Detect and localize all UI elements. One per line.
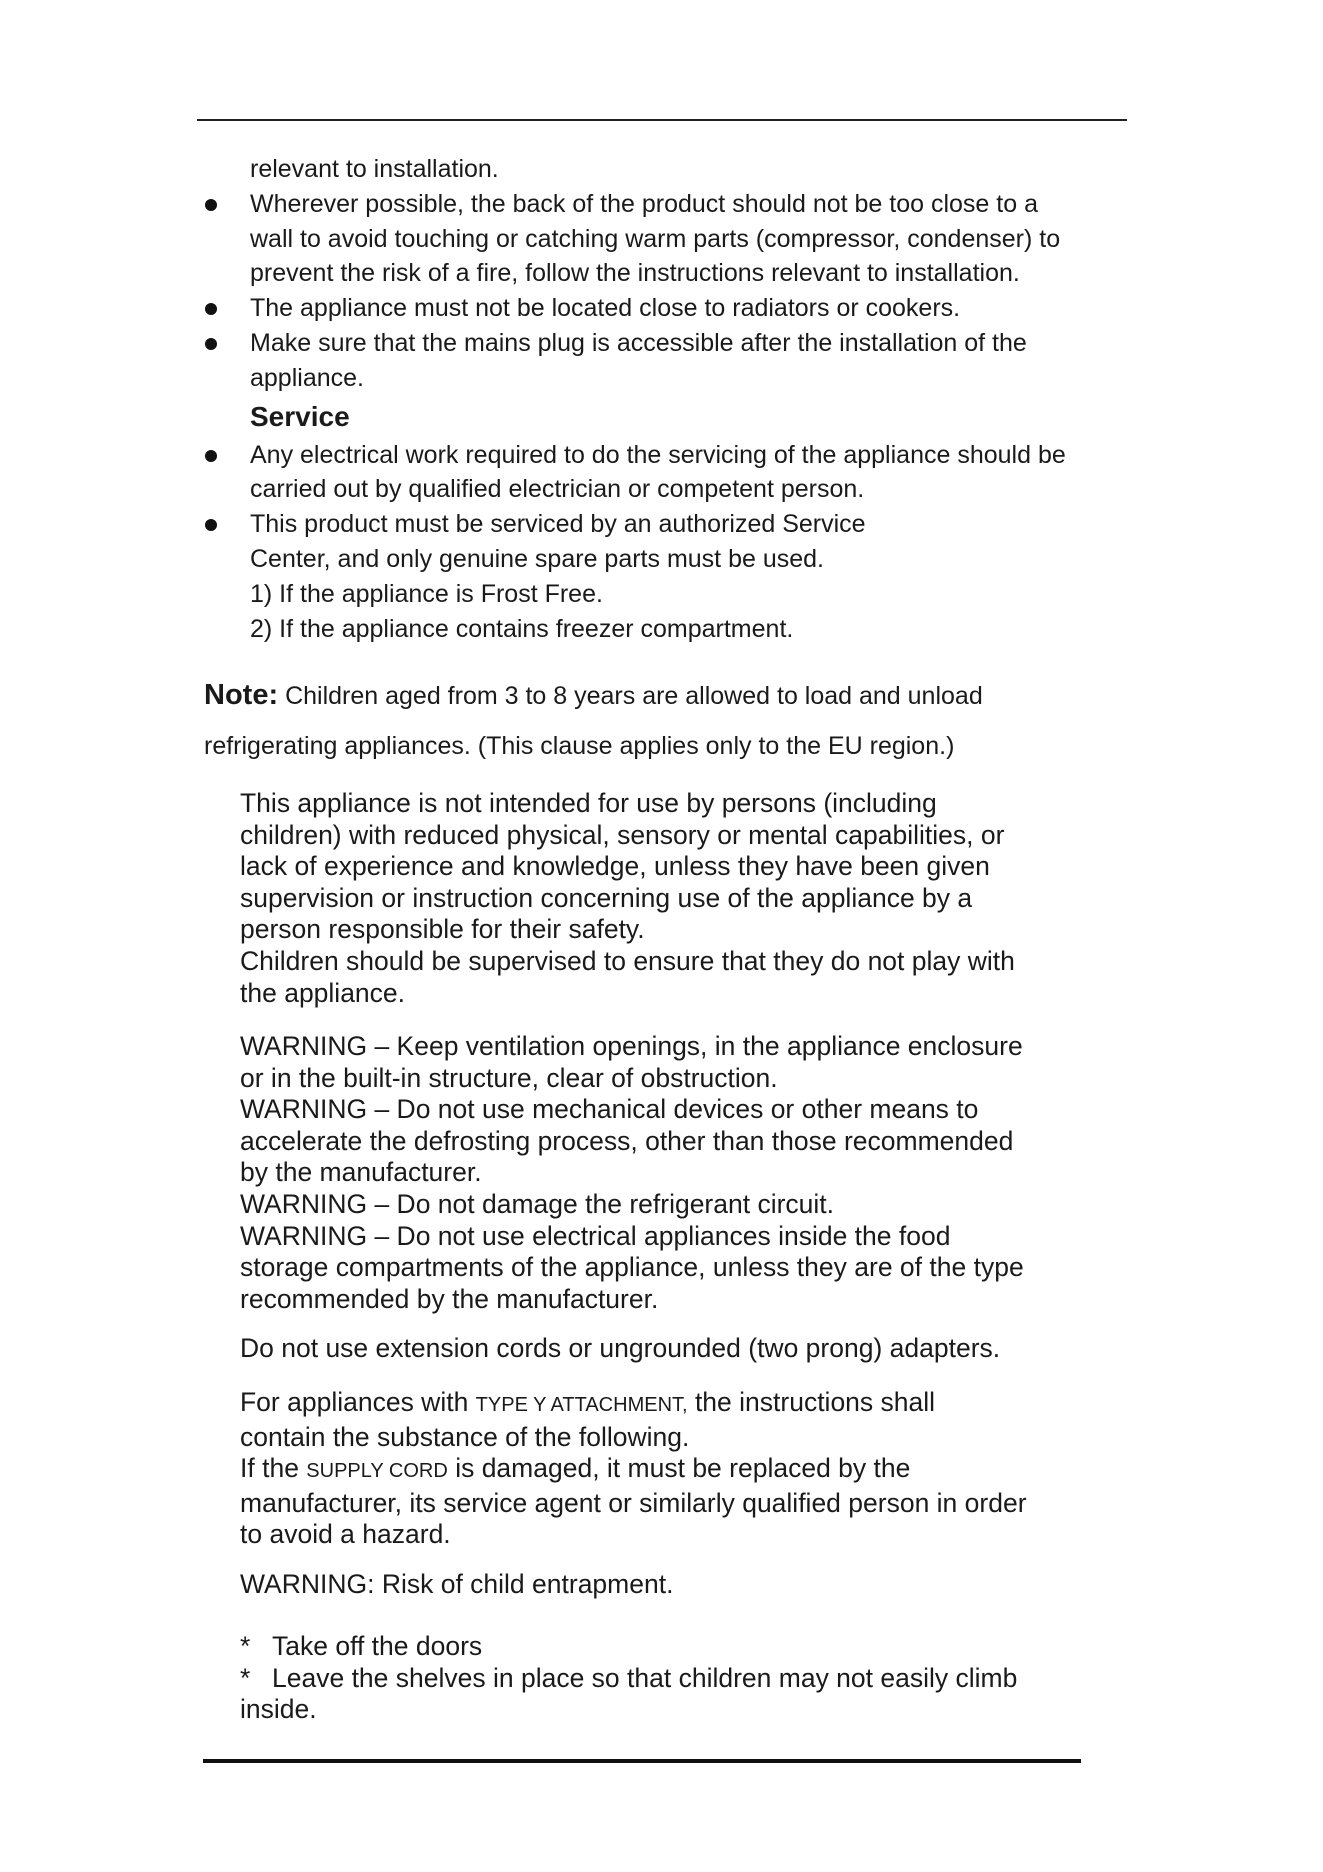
paragraph-line: Children should be supervised to ensure that they do not play with — [240, 945, 1015, 976]
paragraph-text: If the — [240, 1453, 307, 1484]
paragraph-line: WARNING – Keep ventilation openings, in the appliance enclosure — [240, 1031, 1023, 1061]
type-y-paragraph — [240, 1387, 1140, 1551]
note-text: Children aged from 3 to 8 years are allowed to load and unload — [285, 682, 983, 710]
paragraph-line: storage compartments of the appliance, unless they are of the type — [240, 1252, 1024, 1283]
intro-tail: relevant to installation. — [250, 155, 499, 183]
note-label: Note: — [204, 679, 279, 711]
note-text: refrigerating appliances. (This clause applies only to the EU region.) — [204, 732, 955, 760]
type-y-term: TYPE Y ATTACHMENT, — [475, 1394, 688, 1416]
list-item — [240, 1631, 1140, 1663]
install-bullet-2 — [200, 291, 1140, 326]
paragraph-line: WARNING – Do not damage the refrigerant circuit. — [240, 1188, 835, 1219]
bullet-text: Any electrical work required to do the servicing of the appliance should be — [250, 440, 1066, 469]
note-paragraph — [204, 670, 983, 771]
paragraph-line: recommended by the manufacturer. — [240, 1283, 659, 1314]
paragraph-line: This appliance is not intended for use by persons (including — [240, 788, 937, 818]
install-bullet-3 — [200, 326, 1140, 396]
paragraph-line: to avoid a hazard. — [240, 1519, 451, 1550]
paragraph-line: by the manufacturer. — [240, 1157, 482, 1188]
asterisk-icon: * — [240, 1631, 251, 1661]
list-item-text: Take off the doors — [272, 1631, 483, 1661]
bullet-text: Center, and only genuine spare parts must be used. — [250, 544, 824, 573]
capabilities-paragraph — [240, 788, 1140, 1009]
paragraph-line: lack of experience and knowledge, unless they have been given — [240, 851, 990, 882]
entrapment-steps — [240, 1631, 1140, 1726]
bullet-text: Wherever possible, the back of the product should not be too close to a — [250, 189, 1038, 218]
bullet-icon — [205, 303, 217, 315]
extension-cords-warning: Do not use extension cords or ungrounded (two prong) adapters. — [240, 1333, 1001, 1363]
service-heading: Service — [250, 400, 350, 432]
warnings-paragraph — [240, 1031, 1140, 1315]
paragraph-text: is damaged, it must be replaced by the — [447, 1453, 911, 1484]
bullet-icon — [205, 338, 217, 350]
bullet-text: The appliance must not be located close to radiators or cookers. — [250, 294, 961, 323]
service-bullet-2 — [200, 507, 1140, 577]
bullet-icon — [205, 450, 217, 462]
paragraph-line: children) with reduced physical, sensory or mental capabilities, or — [240, 819, 1005, 850]
paragraph-line: manufacturer, its service agent or similarly qualified person in order — [240, 1487, 1027, 1518]
bullet-text: This product must be serviced by an authorized Service — [250, 510, 866, 539]
entrapment-warning: WARNING: Risk of child entrapment. — [240, 1569, 674, 1599]
bullet-text: carried out by qualified electrician or competent person. — [250, 475, 865, 504]
list-item — [240, 1663, 1140, 1695]
paragraph-line: the appliance. — [240, 977, 406, 1008]
list-item-text: Leave the shelves in place so that children may not easily climb — [272, 1662, 1018, 1693]
paragraph-line: supervision or instruction concerning use of the appliance by a — [240, 882, 973, 913]
paragraph-line: contain the substance of the following. — [240, 1421, 690, 1452]
bullet-text: wall to avoid touching or catching warm parts (compressor, condenser) to — [250, 224, 1061, 253]
top-rule — [197, 119, 1127, 121]
paragraph-text: the instructions shall — [687, 1387, 936, 1417]
bullet-text: appliance. — [250, 363, 364, 392]
paragraph-line: WARNING – Do not use electrical appliances inside the food — [240, 1220, 951, 1251]
install-bullet-1 — [200, 187, 1140, 291]
footnote-2: 2) If the appliance contains freezer compartment. — [250, 614, 794, 643]
service-bullet-1 — [200, 438, 1140, 508]
bullet-text: prevent the risk of a fire, follow the instructions relevant to installation. — [250, 259, 1020, 288]
bottom-rule — [203, 1759, 1081, 1763]
bullet-text: Make sure that the mains plug is accessible after the installation of the — [250, 328, 1027, 357]
list-item-text: inside. — [240, 1694, 317, 1725]
asterisk-icon: * — [240, 1662, 251, 1693]
bullet-icon — [205, 519, 217, 531]
paragraph-line: or in the built-in structure, clear of obstruction. — [240, 1062, 778, 1093]
paragraph-line: person responsible for their safety. — [240, 914, 645, 945]
supply-cord-term: SUPPLY CORD — [306, 1460, 448, 1483]
paragraph-line: WARNING – Do not use mechanical devices or other means to — [240, 1094, 979, 1125]
safety-section — [200, 152, 1140, 646]
paragraph-line: accelerate the defrosting process, other than those recommended — [240, 1125, 1014, 1156]
paragraph-text: For appliances with — [240, 1387, 476, 1417]
footnote-1: 1) If the appliance is Frost Free. — [250, 579, 603, 608]
bullet-icon — [205, 199, 217, 211]
